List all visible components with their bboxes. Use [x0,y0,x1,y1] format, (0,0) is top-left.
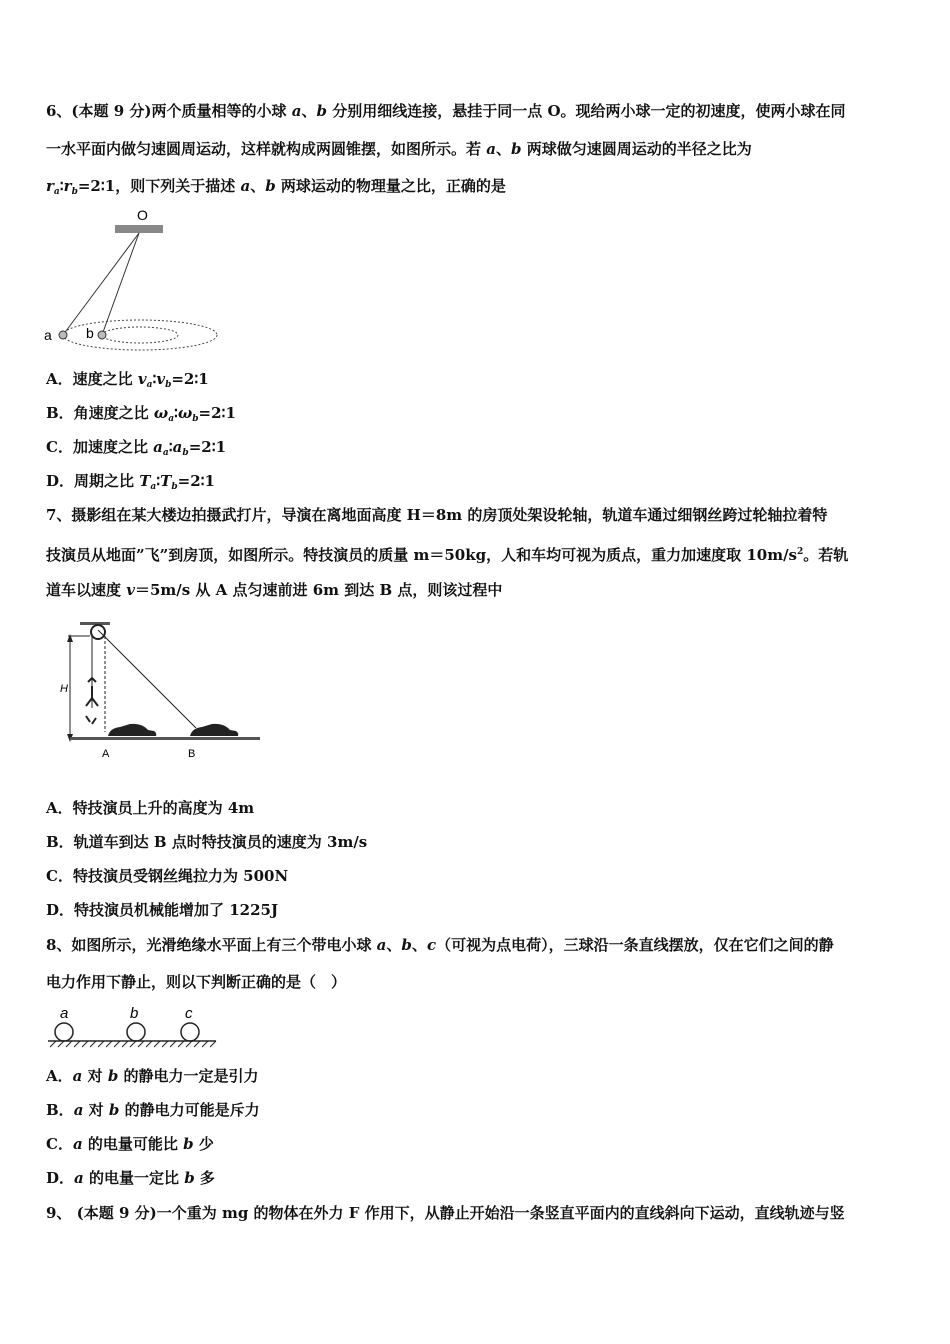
fig-label-b: b [130,1005,139,1022]
q8-line-1: 8、如图所示，光滑绝缘水平面上有三个带电小球 a、b、c（可视为点电荷），三球沿一条直线摆放，仅在它们之间的静 [46,936,834,954]
q7-line-3: 道车以速度 v＝5m/s 从 A 点匀速前进 6m 到达 B 点，则该过程中 [46,581,503,599]
rope-to-car [98,630,196,728]
ball-b [98,331,106,339]
q6-option-c: C．加速度之比 $a_a∶a_b=2∶1$ [46,438,227,458]
stunt-pulley-figure [60,616,265,766]
fig-label-b: b [86,325,94,341]
surface-hatch [50,1041,216,1047]
q6-line-1: 6、(本题 9 分)两个质量相等的小球 a、b 分别用细线连接，悬挂于同一点 O。现给两小球一定的初速度，使两小球在同 [46,102,846,120]
q8-option-d: D．a 的电量一定比 b 多 [46,1169,215,1187]
q8-option-a: A．a 对 b 的静电力一定是引力 [46,1067,259,1085]
ground [70,737,260,740]
car-a [108,724,156,736]
q6-line-3: $r_a∶r_b=2∶1$，则下列关于描述 a、b 两球运动的物理量之比，正确的是 [46,177,506,197]
fig-label-O: O [137,207,148,223]
fig-label-a: a [60,1005,69,1022]
three-charges-figure [44,1003,224,1053]
conical-pendulum-figure [40,203,230,353]
q6-line-2: 一水平面内做匀速圆周运动，这样就构成两圆锥摆，如图所示。若 a、b 两球做匀速圆周运动的半径之比为 [46,140,752,158]
fig-label-a: a [44,327,52,343]
q6-option-a: A．速度之比 $v_a∶v_b=2∶1$ [46,370,209,390]
car-b [190,724,238,736]
ball-a [59,331,67,339]
orbit-b [102,327,178,343]
charge-b [127,1023,145,1041]
fig-label-H: H [60,683,68,695]
q7-option-c: C．特技演员受钢丝绳拉力为 500N [46,867,289,885]
charge-c [181,1023,199,1041]
ground-top [80,622,110,625]
q8-line-2: 电力作用下静止，则以下判断正确的是（ ） [46,973,347,991]
fig-label-A: A [102,748,110,760]
q7-line-1: 7、摄影组在某大楼边拍摄武打片，导演在离地面高度 H＝8m 的房顶处架设轮轴，轨道车通过细钢丝跨过轮轴拉着特 [46,506,828,524]
string-b [102,233,139,335]
ceiling-bar [115,225,163,233]
q8-option-b: B．a 对 b 的静电力可能是斥力 [46,1101,260,1119]
fig-label-B: B [188,748,196,760]
q9-line-1: 9、 (本题 9 分)一个重为 mg 的物体在外力 F 作用下，从静止开始沿一条竖直平面内的直线斜向下运动，直线轨迹与竖 [46,1204,845,1222]
pulley [91,625,105,639]
q7-option-b: B．轨道车到达 B 点时特技演员的速度为 3m/s [46,833,368,851]
q6-option-d: D．周期之比 $T_a∶T_b=2∶1$ [46,472,215,492]
q8-option-c: C．a 的电量可能比 b 少 [46,1135,214,1153]
q7-line-2: 技演员从地面”飞”到房顶，如图所示。特技演员的质量 m＝50kg，人和车均可视为质点，重力加速度取 $10m/s^2$。若轨 [46,546,849,564]
fig-label-c: c [185,1005,193,1022]
charge-a [55,1023,73,1041]
q6-option-b: B．角速度之比 $\omega_a∶\omega_b=2∶1$ [46,404,236,424]
q7-option-a: A．特技演员上升的高度为 4m [46,799,255,817]
q7-option-d: D．特技演员机械能增加了 1225J [46,901,279,919]
